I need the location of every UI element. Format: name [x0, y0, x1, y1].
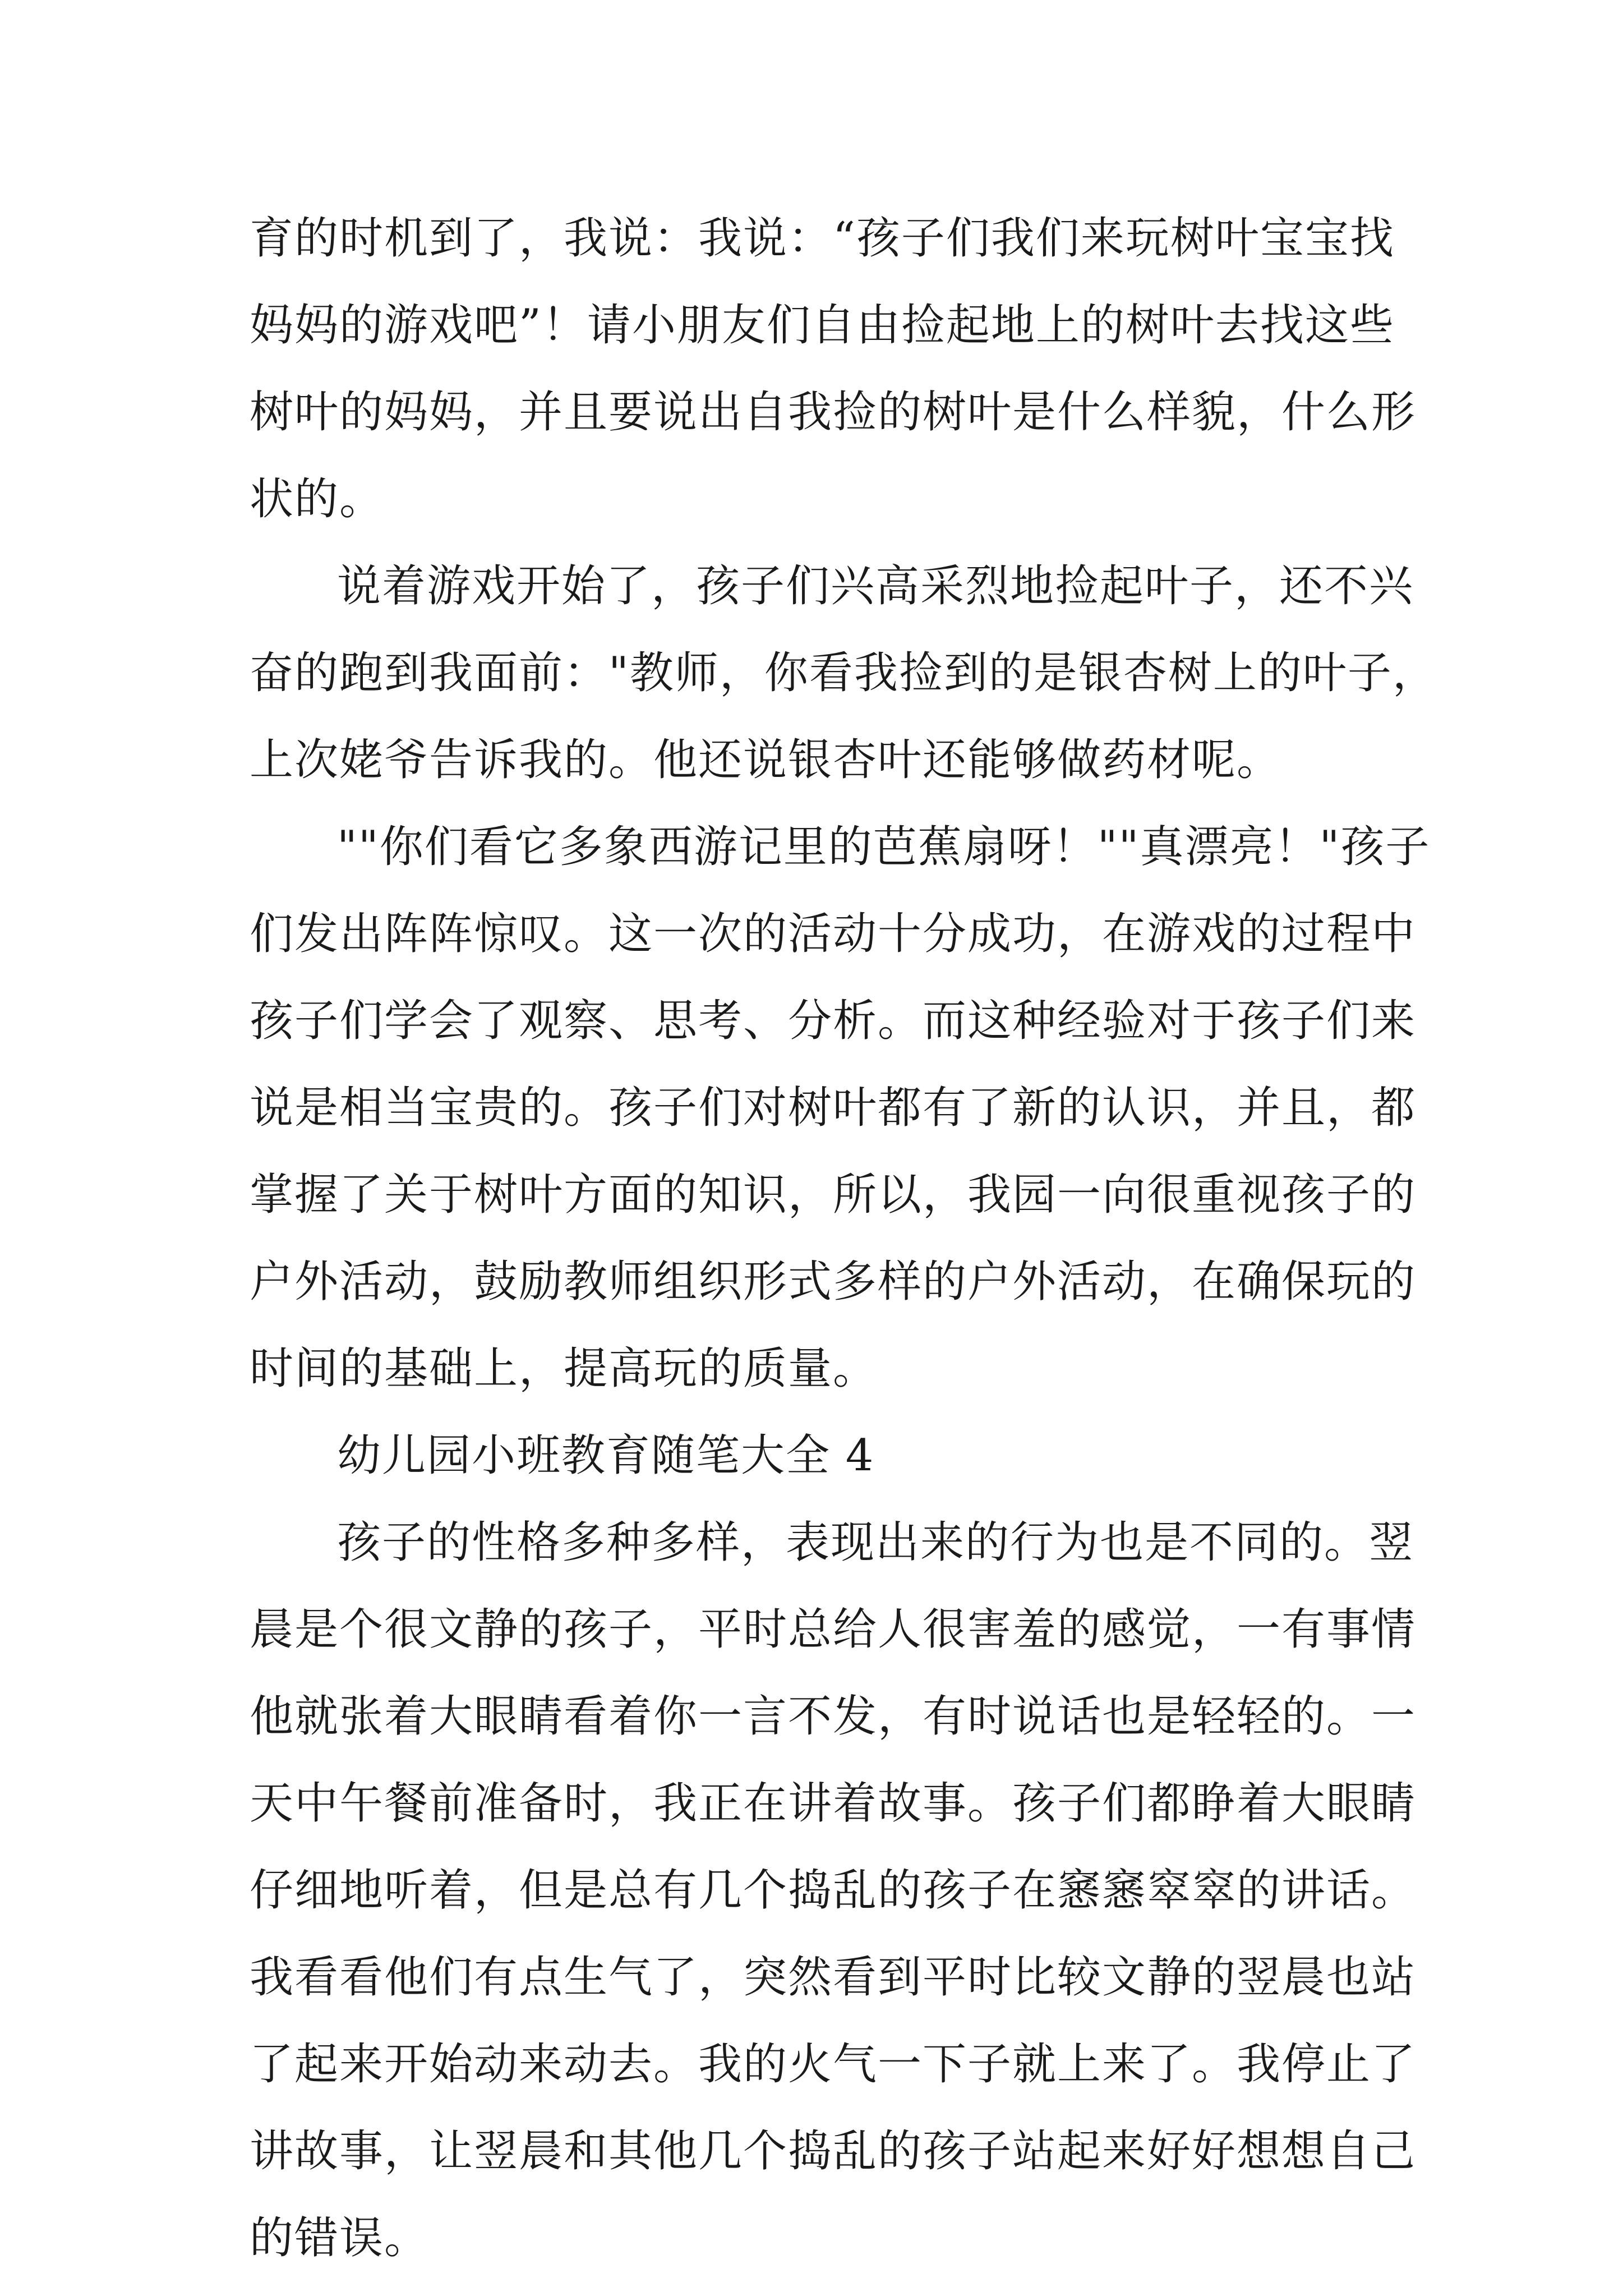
text-line: 树叶的妈妈，并且要说出自我捡的树叶是什么样貌，什么形	[250, 387, 1417, 438]
text-line: 孩子的性格多种多样，表现出来的行为也是不同的。翌	[337, 1517, 1414, 1568]
paragraph-1	[250, 195, 1417, 543]
text-line: 掌握了关于树叶方面的知识，所以，我园一向很重视孩子的	[250, 1170, 1417, 1220]
text-line: 说是相当宝贵的。孩子们对树叶都有了新的认识，并且，都	[250, 1083, 1417, 1133]
text-line: 天中午餐前准备时，我正在讲着故事。孩子们都睁着大眼睛	[250, 1778, 1417, 1829]
text-line: 妈妈的游戏吧”！请小朋友们自由捡起地上的树叶去找这些	[250, 300, 1395, 351]
heading-text: 幼儿园小班教育随笔大全 4	[337, 1430, 875, 1481]
text-line: 时间的基础上，提高玩的质量。	[250, 1343, 878, 1394]
text-line: ""你们看它多象西游记里的芭蕉扇呀！""真漂亮！"孩子	[337, 822, 1431, 872]
text-line: 晨是个很文静的孩子，平时总给人很害羞的感觉，一有事情	[250, 1604, 1417, 1655]
text-line: 奋的跑到我面前："教师，你看我捡到的是银杏树上的叶子，	[250, 648, 1437, 698]
text-column	[250, 195, 1437, 2282]
paragraph-3	[250, 804, 1431, 1412]
text-line: 我看看他们有点生气了，突然看到平时比较文静的翌晨也站	[250, 1952, 1417, 2003]
text-line: 了起来开始动来动去。我的火气一下子就上来了。我停止了	[250, 2039, 1417, 2090]
paragraph-4	[250, 1499, 1417, 2282]
text-line: 仔细地听着，但是总有几个捣乱的孩子在窸窸窣窣的讲话。	[250, 1865, 1417, 1916]
text-line: 孩子们学会了观察、思考、分析。而这种经验对于孩子们来	[250, 996, 1417, 1046]
text-line: 说着游戏开始了，孩子们兴高采烈地捡起叶子，还不兴	[337, 561, 1414, 611]
text-line: 的错误。	[250, 2213, 430, 2263]
paragraph-2	[250, 543, 1437, 804]
text-line: 讲故事，让翌晨和其他几个捣乱的孩子站起来好好想想自己	[250, 2126, 1417, 2177]
text-line: 育的时机到了，我说：我说：“孩子们我们来玩树叶宝宝找	[250, 213, 1395, 264]
section-heading	[250, 1412, 1382, 1499]
text-line: 们发出阵阵惊叹。这一次的活动十分成功，在游戏的过程中	[250, 909, 1417, 959]
text-line: 状的。	[250, 474, 385, 524]
text-line: 户外活动，鼓励教师组织形式多样的户外活动，在确保玩的	[250, 1257, 1417, 1307]
text-line: 他就张着大眼睛看着你一言不发，有时说话也是轻轻的。一	[250, 1691, 1417, 1742]
text-line: 上次姥爷告诉我的。他还说银杏叶还能够做药材呢。	[250, 735, 1282, 785]
